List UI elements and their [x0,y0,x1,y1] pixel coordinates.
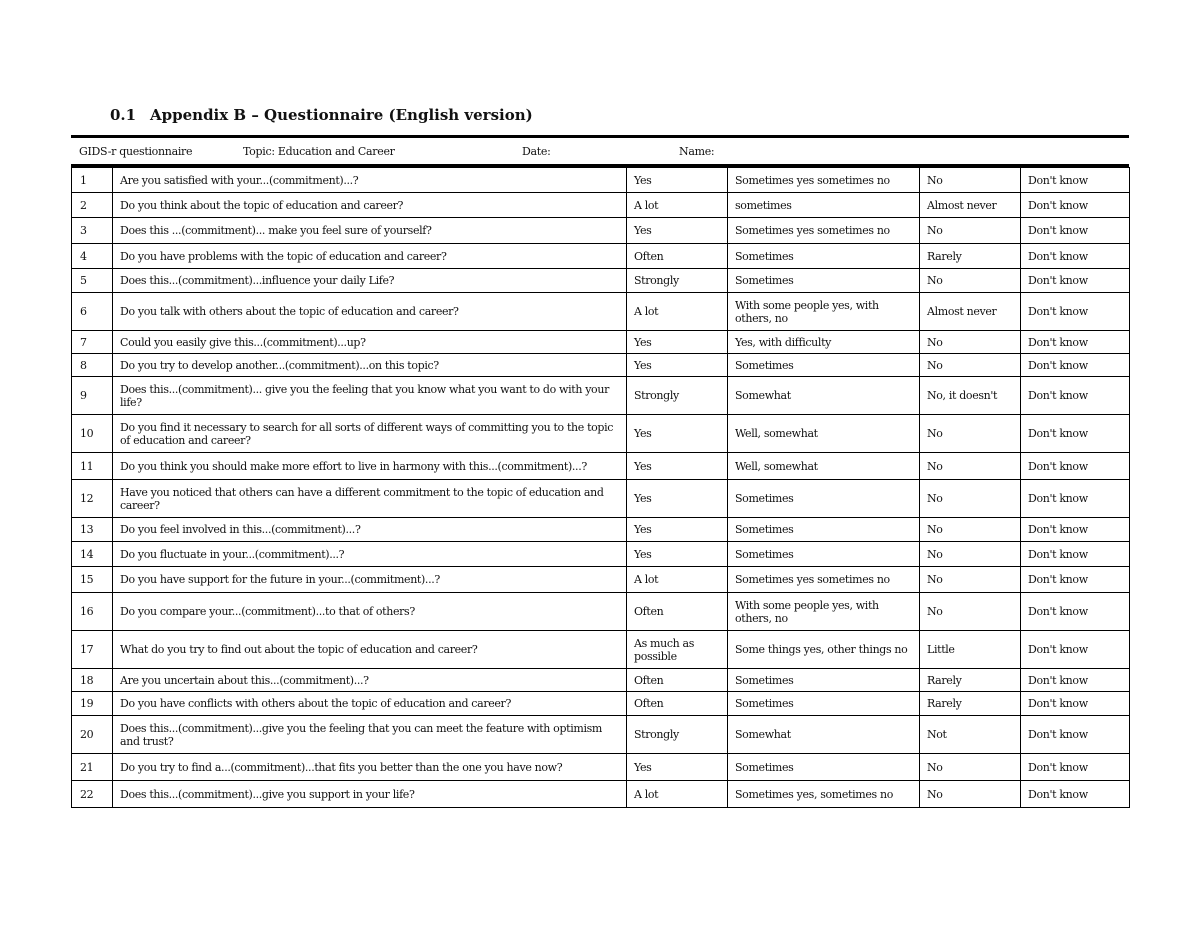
answer-option-4: Don't know [1021,244,1130,269]
answer-option-4: Don't know [1021,269,1130,293]
page-heading [110,106,533,124]
question-row [72,631,1130,669]
answer-option-4: Don't know [1021,354,1130,377]
question-text: Does this ...(commitment)... make you feel sure of yourself? [113,218,627,244]
question-text: Do you compare your...(commitment)...to that of others? [113,593,627,631]
question-number: 19 [72,692,113,716]
question-text: Have you noticed that others can have a different commitment to the topic of education and career? [113,480,627,518]
answer-option-4: Don't know [1021,567,1130,593]
answer-option-1: Yes [627,542,728,567]
question-number: 1 [72,168,113,193]
answer-option-3: Rarely [920,669,1021,692]
question-number: 9 [72,377,113,415]
answer-option-1: Strongly [627,377,728,415]
answer-option-2: Sometimes [728,518,920,542]
question-row [72,354,1130,377]
answer-option-4: Don't know [1021,453,1130,480]
answer-option-2: Sometimes yes sometimes no [728,168,920,193]
question-number: 16 [72,593,113,631]
answer-option-3: No [920,567,1021,593]
question-number: 18 [72,669,113,692]
question-number: 20 [72,716,113,754]
question-number: 5 [72,269,113,293]
question-text: Do you talk with others about the topic of education and career? [113,293,627,331]
answer-option-1: Strongly [627,269,728,293]
question-number: 7 [72,331,113,354]
question-row [72,269,1130,293]
answer-option-4: Don't know [1021,168,1130,193]
questionnaire-name: GIDS-r questionnaire [79,145,193,158]
answer-option-4: Don't know [1021,331,1130,354]
answer-option-1: Often [627,593,728,631]
answer-option-1: Often [627,692,728,716]
answer-option-4: Don't know [1021,542,1130,567]
answer-option-1: Yes [627,168,728,193]
answer-option-2: sometimes [728,193,920,218]
question-number: 21 [72,754,113,781]
question-number: 13 [72,518,113,542]
question-number: 8 [72,354,113,377]
question-number: 10 [72,415,113,453]
question-row [72,593,1130,631]
question-number: 2 [72,193,113,218]
answer-option-4: Don't know [1021,754,1130,781]
question-text: Do you have conflicts with others about the topic of education and career? [113,692,627,716]
question-text: What do you try to find out about the topic of education and career? [113,631,627,669]
questionnaire-table [71,167,1130,808]
answer-option-1: Yes [627,754,728,781]
answer-option-2: Sometimes [728,669,920,692]
answer-option-2: With some people yes, with others, no [728,293,920,331]
answer-option-2: Sometimes yes sometimes no [728,567,920,593]
answer-option-4: Don't know [1021,218,1130,244]
question-text: Do you find it necessary to search for all sorts of different ways of committing you to the topic of education and career? [113,415,627,453]
question-number: 15 [72,567,113,593]
questionnaire-info-bar [71,138,1129,164]
question-number: 3 [72,218,113,244]
answer-option-3: Rarely [920,244,1021,269]
question-row [72,331,1130,354]
answer-option-2: Sometimes [728,692,920,716]
answer-option-3: No [920,593,1021,631]
answer-option-3: Almost never [920,193,1021,218]
question-row [72,293,1130,331]
answer-option-3: No [920,415,1021,453]
question-row [72,567,1130,593]
question-number: 14 [72,542,113,567]
heading-title: Appendix B – Questionnaire (English version) [150,106,533,124]
answer-option-1: A lot [627,293,728,331]
answer-option-3: No [920,269,1021,293]
question-row [72,218,1130,244]
answer-option-3: No [920,542,1021,567]
question-row [72,542,1130,567]
name-label: Name: [679,145,715,158]
question-row [72,518,1130,542]
answer-option-3: No, it doesn't [920,377,1021,415]
answer-option-2: With some people yes, with others, no [728,593,920,631]
question-text: Are you satisfied with your...(commitment)...? [113,168,627,193]
answer-option-1: Yes [627,331,728,354]
answer-option-2: Somewhat [728,716,920,754]
question-row [72,453,1130,480]
question-row [72,480,1130,518]
answer-option-3: No [920,754,1021,781]
question-number: 4 [72,244,113,269]
question-number: 11 [72,453,113,480]
answer-option-3: No [920,480,1021,518]
question-row [72,415,1130,453]
answer-option-2: Sometimes [728,269,920,293]
question-text: Do you have support for the future in your...(commitment)...? [113,567,627,593]
answer-option-4: Don't know [1021,193,1130,218]
question-text: Do you feel involved in this...(commitment)...? [113,518,627,542]
question-row [72,781,1130,808]
answer-option-3: No [920,331,1021,354]
answer-option-3: No [920,168,1021,193]
answer-option-3: Almost never [920,293,1021,331]
answer-option-2: Somewhat [728,377,920,415]
heading-number: 0.1 [110,106,137,124]
answer-option-1: Yes [627,218,728,244]
question-number: 12 [72,480,113,518]
question-row [72,669,1130,692]
answer-option-4: Don't know [1021,716,1130,754]
question-row [72,193,1130,218]
answer-option-4: Don't know [1021,631,1130,669]
answer-option-1: Yes [627,480,728,518]
answer-option-4: Don't know [1021,518,1130,542]
answer-option-2: Well, somewhat [728,415,920,453]
question-row [72,168,1130,193]
answer-option-4: Don't know [1021,781,1130,808]
answer-option-3: No [920,218,1021,244]
question-row [72,692,1130,716]
question-text: Could you easily give this...(commitment)...up? [113,331,627,354]
answer-option-4: Don't know [1021,293,1130,331]
topic-label: Topic: Education and Career [243,145,395,158]
answer-option-3: No [920,453,1021,480]
answer-option-1: A lot [627,781,728,808]
answer-option-1: Often [627,669,728,692]
answer-option-4: Don't know [1021,377,1130,415]
answer-option-1: Strongly [627,716,728,754]
answer-option-4: Don't know [1021,415,1130,453]
answer-option-2: Sometimes [728,480,920,518]
question-text: Does this...(commitment)...influence your daily Life? [113,269,627,293]
question-text: Do you have problems with the topic of education and career? [113,244,627,269]
answer-option-1: A lot [627,193,728,218]
answer-option-2: Sometimes [728,354,920,377]
answer-option-2: Sometimes [728,542,920,567]
answer-option-4: Don't know [1021,593,1130,631]
answer-option-2: Some things yes, other things no [728,631,920,669]
answer-option-4: Don't know [1021,692,1130,716]
question-text: Does this...(commitment)... give you the feeling that you know what you want to do with your life? [113,377,627,415]
question-row [72,754,1130,781]
question-row [72,716,1130,754]
question-row [72,244,1130,269]
answer-option-2: Sometimes yes, sometimes no [728,781,920,808]
question-row [72,377,1130,415]
question-text: Does this...(commitment)...give you support in your life? [113,781,627,808]
answer-option-4: Don't know [1021,669,1130,692]
question-text: Do you think about the topic of education and career? [113,193,627,218]
question-text: Do you try to find a...(commitment)...that fits you better than the one you have now? [113,754,627,781]
answer-option-1: Yes [627,354,728,377]
answer-option-1: Yes [627,518,728,542]
question-number: 17 [72,631,113,669]
question-text: Does this...(commitment)...give you the feeling that you can meet the feature with optimism and trust? [113,716,627,754]
answer-option-3: No [920,781,1021,808]
answer-option-1: As much as possible [627,631,728,669]
date-label: Date: [522,145,551,158]
question-text: Do you try to develop another...(commitment)...on this topic? [113,354,627,377]
answer-option-1: Yes [627,415,728,453]
answer-option-3: Rarely [920,692,1021,716]
answer-option-2: Well, somewhat [728,453,920,480]
answer-option-3: Little [920,631,1021,669]
answer-option-1: Often [627,244,728,269]
question-number: 6 [72,293,113,331]
answer-option-2: Sometimes yes sometimes no [728,218,920,244]
answer-option-2: Sometimes [728,244,920,269]
answer-option-2: Sometimes [728,754,920,781]
answer-option-3: No [920,518,1021,542]
answer-option-3: No [920,354,1021,377]
answer-option-4: Don't know [1021,480,1130,518]
question-number: 22 [72,781,113,808]
question-text: Are you uncertain about this...(commitment)...? [113,669,627,692]
answer-option-1: Yes [627,453,728,480]
question-text: Do you think you should make more effort to live in harmony with this...(commitment)...? [113,453,627,480]
answer-option-2: Yes, with difficulty [728,331,920,354]
question-text: Do you fluctuate in your...(commitment)...? [113,542,627,567]
answer-option-1: A lot [627,567,728,593]
answer-option-3: Not [920,716,1021,754]
